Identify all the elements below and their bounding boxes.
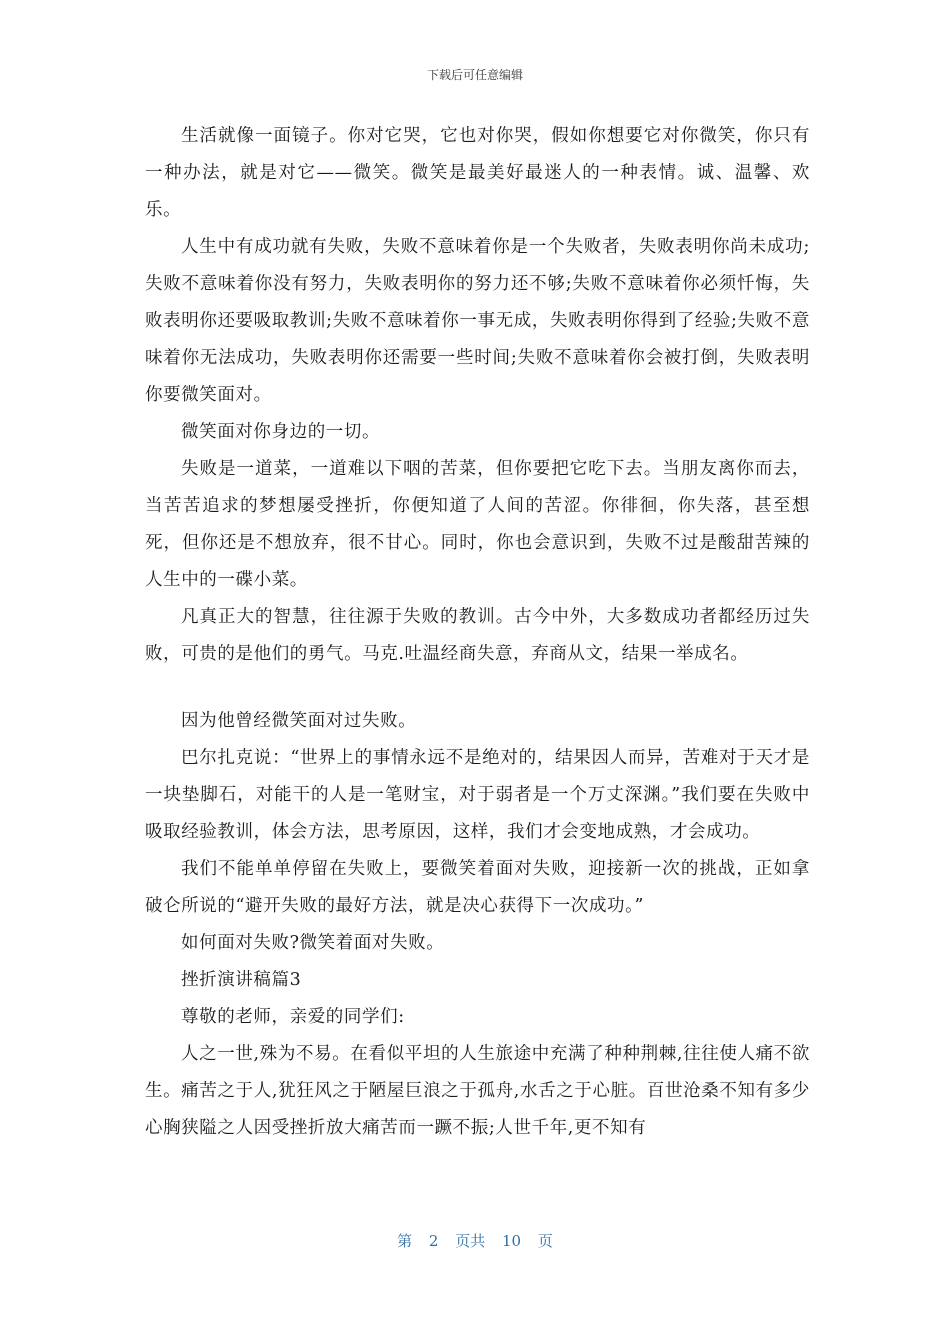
- section-title: 挫折演讲稿篇3: [181, 970, 302, 990]
- paragraph: 失败是一道菜，一道难以下咽的苦菜，但你要把它吃下去。当朋友离你而去，当苦苦追求的梦想屡受挫折，你便知道了人间的苦涩。你徘徊，你失落，甚至想死，但你还是不想放弃，很不甘心。同时，你也会意识到，失败不过是酸甜苦辣的人生中的一碟小菜。: [145, 459, 810, 590]
- page-header: 下载后可任意编辑: [426, 68, 523, 82]
- salutation: 尊敬的老师，亲爱的同学们:: [181, 1007, 405, 1027]
- paragraph: 如何面对失败?微笑着面对失败。: [181, 933, 445, 953]
- current-page-number: 2: [428, 1232, 439, 1250]
- page-footer: [0, 1230, 950, 1251]
- paragraph: 生活就像一面镜子。你对它哭，它也对你哭，假如你想要它对你微笑，你只有一种办法，就是对它——微笑。微笑是最美好最迷人的一种表情。诚、温馨、欢乐。: [145, 126, 810, 220]
- paragraph: 我们不能单单停留在失败上，要微笑着面对失败，迎接新一次的挑战，正如拿破仑所说的“避开失败的最好方法，就是决心获得下一次成功。”: [145, 859, 810, 916]
- footer-middle: 页共: [455, 1232, 486, 1250]
- total-pages: 10: [502, 1232, 522, 1250]
- footer-prefix: 第: [397, 1232, 413, 1250]
- footer-suffix: 页: [537, 1232, 553, 1250]
- paragraph: 凡真正大的智慧，往往源于失败的教训。古今中外，大多数成功者都经历过失败，可贵的是他们的勇气。马克.吐温经商失意，弃商从文，结果一举成名。: [145, 607, 810, 664]
- paragraph: 微笑面对你身边的一切。: [181, 422, 381, 442]
- paragraph: 因为他曾经微笑面对过失败。: [181, 711, 417, 731]
- paragraph: 人之一世,殊为不易。在看似平坦的人生旅途中充满了种种荆棘,往往使人痛不欲生。痛苦之于人,犹狂风之于陋屋巨浪之于孤舟,水舌之于心脏。百世沧桑不知有多少心胸狭隘之人因受挫折放大痛苦而一蹶不振;人世千年,更不知有: [145, 1044, 810, 1138]
- paragraph: 人生中有成功就有失败，失败不意味着你是一个失败者，失败表明你尚未成功;失败不意味着你没有努力，失败表明你的努力还不够;失败不意味着你必须忏悔，失败表明你还要吸取教训;失败不意味着你一事无成，失败表明你得到了经验;失败不意味着你无法成功，失败表明你还需要一些时间;失败不意味着你会被打倒，失败表明你要微笑面对。: [145, 237, 810, 405]
- paragraph: 巴尔扎克说：“世界上的事情永远不是绝对的，结果因人而异，苦难对于天才是一块垫脚石，对能干的人是一笔财宝，对于弱者是一个万丈深渊。”我们要在失败中吸取经验教训，体会方法，思考原因，这样，我们才会变地成熟，才会成功。: [145, 748, 810, 842]
- document-body: [145, 118, 810, 1147]
